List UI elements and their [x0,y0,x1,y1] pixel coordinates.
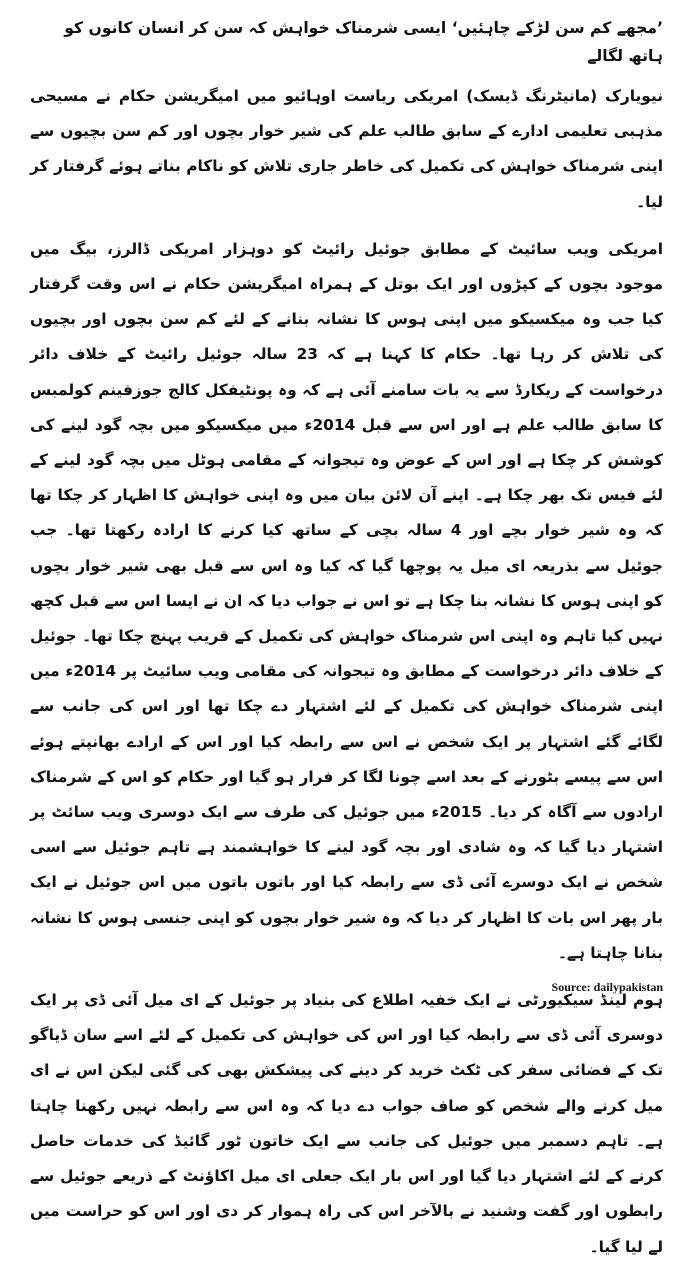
source-credit: Source: dailypakistan [551,980,663,994]
article-paragraph-details: امریکی ویب سائیٹ کے مطابق جوئیل رائیٹ کو دوہزار امریکی ڈالرز، بیگ میں موجود بچوں کے کپڑوں اور ایک بوتل کے ہمراہ امیگریشن حکام نے اس وقت گرفتار کیا جب وہ میکسیکو میں اپنی ہوس کا نشانہ بنانے کے لئے کم سن بچوں اور بچیوں کی تلاش کر رہا تھا۔ حکام کا کہنا ہے کہ 23 سالہ جوئیل رائیٹ کے خلاف دائر درخواست کے ریکارڈ سے یہ بات سامنے آئی ہے کہ وہ پونٹیفکل کالج جوزفینم کولمبس کا سابق طالب علم ہے اور اس سے قبل 2014ء میں میکسیکو میں بچہ گود لینے کی کوشش کر چکا ہے اور اس کے عوض وہ تیجوانہ کے مقامی ہوٹل میں بچہ گود لینے کے لئے فیس تک بھر چکا ہے۔ اپنے آن لائن بیان میں وہ اپنی خواہش کا اظہار کر چکا تھا کہ وہ شیر خوار بچے اور 4 سالہ بچی کے ساتھ کیا کرنے کا ارادہ رکھتا تھا۔ جب جوئیل سے بذریعہ ای میل یہ پوچھا گیا کہ کیا وہ اس سے قبل بھی شیر خوار بچوں کو اپنی ہوس کا نشانہ بنا چکا ہے تو اس نے جواب دیا کہ ان نے ایسا اس سے قبل کچھ نہیں کیا تاہم وہ اپنی اس شرمناک خواہش کی تکمیل کے قریب پہنچ چکا تھا۔ جوئیل کے خلاف دائر درخواست کے مطابق وہ تیجوانہ کی مقامی ویب سائیٹ پر 2014ء میں اپنی شرمناک خواہش کی تکمیل کے لئے اشتہار دے چکا تھا اور اس کی جانب سے لگائے گئے اشتہار پر ایک شخص نے اس سے رابطہ کیا اور اس کے ارادے بھانپتے ہوئے اس سے پیسے بٹورنے کے بعد اسے چونا لگا کر فرار ہو گیا اور حکام کو اس کے شرمناک ارادوں سے آگاہ کر دیا۔ 2015ء میں جوئیل کی طرف سے ایک دوسری ویب سائٹ پر اشتہار دیا گیا کہ وہ شادی اور بچہ گود لینے کا خواہشمند ہے تاہم جوئیل سے اسی شخص نے ایک دوسرے آئی ڈی سے رابطہ کیا اور باتوں باتوں میں اس جوئیل نے ایک بار پھر اس بات کا اظہار کر دیا کہ وہ شیر خوار بچوں کو اپنی جنسی ہوس کا نشانہ بنانا چاہتا ہے۔ [30,239,664,962]
article-paragraph-intro: نیویارک (مانیٹرنگ ڈیسک) امریکی ریاست اوہائیو میں امیگریشن حکام نے مسیحی مذہبی تعلیمی ادارے کے سابق طالب علم کی شیر خوار بچوں اور کم سن بچیوں سے اپنی شرمناک خواہش کی تکمیل کی خاطر جاری تلاش کو ناکام بناتے ہوئے گرفتار کر لیا۔ [30,87,663,211]
article [30,14,663,1277]
article-headline: ’مجھے کم سن لڑکے چاہئیں‘ ایسی شرمناک خواہش کہ سن کر انسان کانوں کو ہاتھ لگالے [64,19,663,65]
article-paragraph-arrest: ہوم لینڈ سیکیورٹی نے ایک خفیہ اطلاع کی بنیاد پر جوئیل کے ای میل آئی ڈی پر ایک دوسری آئی ڈی سے رابطہ کیا اور اس کی خواہش کی تکمیل کے لئے اسے سان ڈیاگو تک کے فضائی سفر کی ٹکٹ خرید کر دینے کی پیشکش بھی کی گئی لیکن اس نے ای میل کرنے والے شخص کو صاف جواب دے دیا کہ وہ اس سے رابطہ نہیں رکھنا چاہتا ہے۔ تاہم دسمبر میں جوئیل کی جانب سے ایک خاتون ٹور گائیڈ کی خدمات حاصل کرنے کے لئے اشتہار دیا گیا اور اس بار ایک جعلی ای میل اکاؤنٹ کے ذریعے جوئیل سے رابطوں اور گفت وشنید نے بالآخر اس کی راہ ہموار کر دی اور اس کو حراست میں لے لیا گیا۔ [30,991,663,1256]
